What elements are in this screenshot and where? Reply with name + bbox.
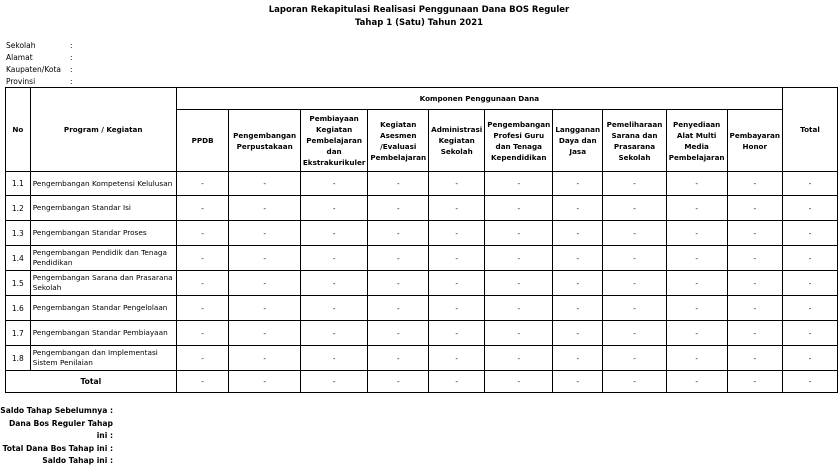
cell-value: - bbox=[368, 196, 429, 221]
cell-value: - bbox=[553, 221, 603, 246]
cell-value: - bbox=[429, 246, 485, 271]
report-subtitle: Tahap 1 (Satu) Tahun 2021 bbox=[354, 18, 484, 28]
table-row bbox=[6, 196, 838, 221]
grand-total: - bbox=[783, 371, 838, 393]
row-number: 1.2 bbox=[6, 196, 31, 221]
row-program: Pengembangan Kompetensi Kelulusan bbox=[30, 172, 176, 196]
cell-value: - bbox=[603, 296, 667, 321]
cell-value: - bbox=[176, 271, 229, 296]
info-row-address: Alamat : bbox=[6, 53, 73, 62]
cell-value: - bbox=[429, 221, 485, 246]
cell-value: - bbox=[727, 221, 782, 246]
header-component-10: Pembayaran Honor bbox=[727, 110, 782, 172]
cell-value: - bbox=[485, 196, 553, 221]
cell-value: - bbox=[368, 346, 429, 371]
cell-value: - bbox=[229, 296, 300, 321]
cell-value: - bbox=[300, 321, 367, 346]
cell-value: - bbox=[666, 346, 727, 371]
cell-value: - bbox=[300, 196, 367, 221]
total-cell-value: - bbox=[485, 371, 553, 393]
cell-value: - bbox=[727, 346, 782, 371]
cell-value: - bbox=[429, 172, 485, 196]
info-row-city: Kaupaten/Kota : bbox=[6, 65, 73, 74]
total-cell-value: - bbox=[553, 371, 603, 393]
row-number: 1.3 bbox=[6, 221, 31, 246]
cell-value: - bbox=[300, 271, 367, 296]
cell-value: - bbox=[553, 246, 603, 271]
header-component-8: Pemeliharaan Sarana dan Prasarana Sekolah bbox=[603, 110, 667, 172]
row-program: Pengembangan Sarana dan Prasarana Sekolah bbox=[30, 271, 176, 296]
row-program: Pengembangan Standar Pembiayaan bbox=[30, 321, 176, 346]
recap-table bbox=[5, 87, 838, 393]
header-component-2: Pengembangan Perpustakaan bbox=[229, 110, 300, 172]
cell-value: - bbox=[666, 271, 727, 296]
cell-value: - bbox=[485, 321, 553, 346]
header-component-1: PPDB bbox=[176, 110, 229, 172]
total-cell-value: - bbox=[368, 371, 429, 393]
cell-value: - bbox=[603, 196, 667, 221]
total-cell-value: - bbox=[666, 371, 727, 393]
total-cell-value: - bbox=[429, 371, 485, 393]
cell-value: - bbox=[727, 172, 782, 196]
cell-value: - bbox=[553, 196, 603, 221]
table-row bbox=[6, 321, 838, 346]
cell-value: - bbox=[368, 296, 429, 321]
row-program: Pengembangan Standar Pengelolaan bbox=[30, 296, 176, 321]
total-cell-value: - bbox=[603, 371, 667, 393]
header-component-5: Administrasi Kegiatan Sekolah bbox=[429, 110, 485, 172]
cell-value: - bbox=[666, 296, 727, 321]
cell-value: - bbox=[429, 321, 485, 346]
cell-value: - bbox=[229, 246, 300, 271]
cell-value: - bbox=[368, 172, 429, 196]
table-row bbox=[6, 271, 838, 296]
table-row bbox=[6, 296, 838, 321]
cell-value: - bbox=[229, 172, 300, 196]
cell-value: - bbox=[485, 296, 553, 321]
cell-value: - bbox=[368, 221, 429, 246]
cell-value: - bbox=[603, 346, 667, 371]
cell-value: - bbox=[229, 346, 300, 371]
table-row bbox=[6, 246, 838, 271]
row-program: Pengembangan dan Implementasi Sistem Penilaian bbox=[30, 346, 176, 371]
cell-value: - bbox=[603, 246, 667, 271]
cell-value: - bbox=[666, 221, 727, 246]
cell-value: - bbox=[666, 246, 727, 271]
cell-value: - bbox=[603, 221, 667, 246]
cell-value: - bbox=[429, 296, 485, 321]
header-component-7: Langganan Daya dan Jasa bbox=[553, 110, 603, 172]
cell-value: - bbox=[603, 321, 667, 346]
row-number: 1.7 bbox=[6, 321, 31, 346]
saldo-current-label: Saldo Tahap ini : bbox=[42, 456, 113, 465]
row-total: - bbox=[783, 296, 838, 321]
cell-value: - bbox=[727, 196, 782, 221]
cell-value: - bbox=[300, 246, 367, 271]
cell-value: - bbox=[176, 196, 229, 221]
row-total: - bbox=[783, 321, 838, 346]
cell-value: - bbox=[727, 271, 782, 296]
cell-value: - bbox=[553, 296, 603, 321]
cell-value: - bbox=[666, 172, 727, 196]
row-number: 1.4 bbox=[6, 246, 31, 271]
cell-value: - bbox=[368, 271, 429, 296]
cell-value: - bbox=[368, 246, 429, 271]
cell-value: - bbox=[300, 346, 367, 371]
cell-value: - bbox=[229, 321, 300, 346]
cell-value: - bbox=[176, 296, 229, 321]
row-number: 1.6 bbox=[6, 296, 31, 321]
total-row-label: Total bbox=[6, 371, 177, 393]
cell-value: - bbox=[485, 346, 553, 371]
school-info bbox=[6, 40, 73, 88]
report-title: Laporan Rekapitulasi Realisasi Penggunaan Dana BOS Reguler bbox=[268, 5, 570, 15]
cell-value: - bbox=[666, 321, 727, 346]
table-row bbox=[6, 172, 838, 196]
row-total: - bbox=[783, 172, 838, 196]
cell-value: - bbox=[553, 271, 603, 296]
cell-value: - bbox=[229, 271, 300, 296]
cell-value: - bbox=[603, 271, 667, 296]
cell-value: - bbox=[485, 271, 553, 296]
cell-value: - bbox=[300, 296, 367, 321]
cell-value: - bbox=[429, 271, 485, 296]
header-no: No bbox=[6, 88, 31, 172]
cell-value: - bbox=[666, 196, 727, 221]
dana-bos-label: Dana Bos Reguler Tahap ini : bbox=[8, 418, 113, 440]
row-number: 1.1 bbox=[6, 172, 31, 196]
row-total: - bbox=[783, 346, 838, 371]
summary-section bbox=[0, 405, 113, 468]
cell-value: - bbox=[176, 221, 229, 246]
row-number: 1.5 bbox=[6, 271, 31, 296]
cell-value: - bbox=[176, 321, 229, 346]
cell-value: - bbox=[603, 172, 667, 196]
cell-value: - bbox=[229, 196, 300, 221]
row-number: 1.8 bbox=[6, 346, 31, 371]
cell-value: - bbox=[429, 346, 485, 371]
total-cell-value: - bbox=[229, 371, 300, 393]
row-total: - bbox=[783, 196, 838, 221]
table-row bbox=[6, 346, 838, 371]
header-component-6: Pengembangan Profesi Guru dan Tenaga Kependidikan bbox=[485, 110, 553, 172]
cell-value: - bbox=[368, 321, 429, 346]
saldo-previous-label: Saldo Tahap Sebelumnya : bbox=[0, 406, 113, 415]
total-cell-value: - bbox=[176, 371, 229, 393]
cell-value: - bbox=[229, 221, 300, 246]
info-row-school: Sekolah : bbox=[6, 41, 73, 50]
cell-value: - bbox=[485, 172, 553, 196]
total-row bbox=[6, 371, 838, 393]
row-program: Pengembangan Standar Isi bbox=[30, 196, 176, 221]
header-component-4: Kegiatan Asesmen /Evaluasi Pembelajaran bbox=[368, 110, 429, 172]
row-total: - bbox=[783, 271, 838, 296]
cell-value: - bbox=[176, 346, 229, 371]
total-cell-value: - bbox=[727, 371, 782, 393]
cell-value: - bbox=[553, 321, 603, 346]
total-dana-label: Total Dana Bos Tahap ini : bbox=[2, 443, 113, 453]
header-program: Program / Kegiatan bbox=[30, 88, 176, 172]
cell-value: - bbox=[176, 172, 229, 196]
header-component-group: Komponen Penggunaan Dana bbox=[176, 88, 782, 110]
row-program: Pengembangan Pendidik dan Tenaga Pendidikan bbox=[30, 246, 176, 271]
cell-value: - bbox=[727, 321, 782, 346]
cell-value: - bbox=[176, 246, 229, 271]
cell-value: - bbox=[429, 196, 485, 221]
header-total: Total bbox=[783, 88, 838, 172]
info-row-province: Provinsi : bbox=[6, 77, 73, 86]
table-row bbox=[6, 221, 838, 246]
cell-value: - bbox=[727, 296, 782, 321]
header-component-3: Pembiayaan Kegiatan Pembelajaran dan Ekstrakurikuler bbox=[300, 110, 367, 172]
total-cell-value: - bbox=[300, 371, 367, 393]
row-total: - bbox=[783, 221, 838, 246]
cell-value: - bbox=[485, 246, 553, 271]
cell-value: - bbox=[300, 172, 367, 196]
cell-value: - bbox=[300, 221, 367, 246]
cell-value: - bbox=[553, 346, 603, 371]
cell-value: - bbox=[727, 246, 782, 271]
cell-value: - bbox=[485, 221, 553, 246]
cell-value: - bbox=[553, 172, 603, 196]
row-program: Pengembangan Standar Proses bbox=[30, 221, 176, 246]
header-component-9: Penyediaan Alat Multi Media Pembelajaran bbox=[666, 110, 727, 172]
row-total: - bbox=[783, 246, 838, 271]
